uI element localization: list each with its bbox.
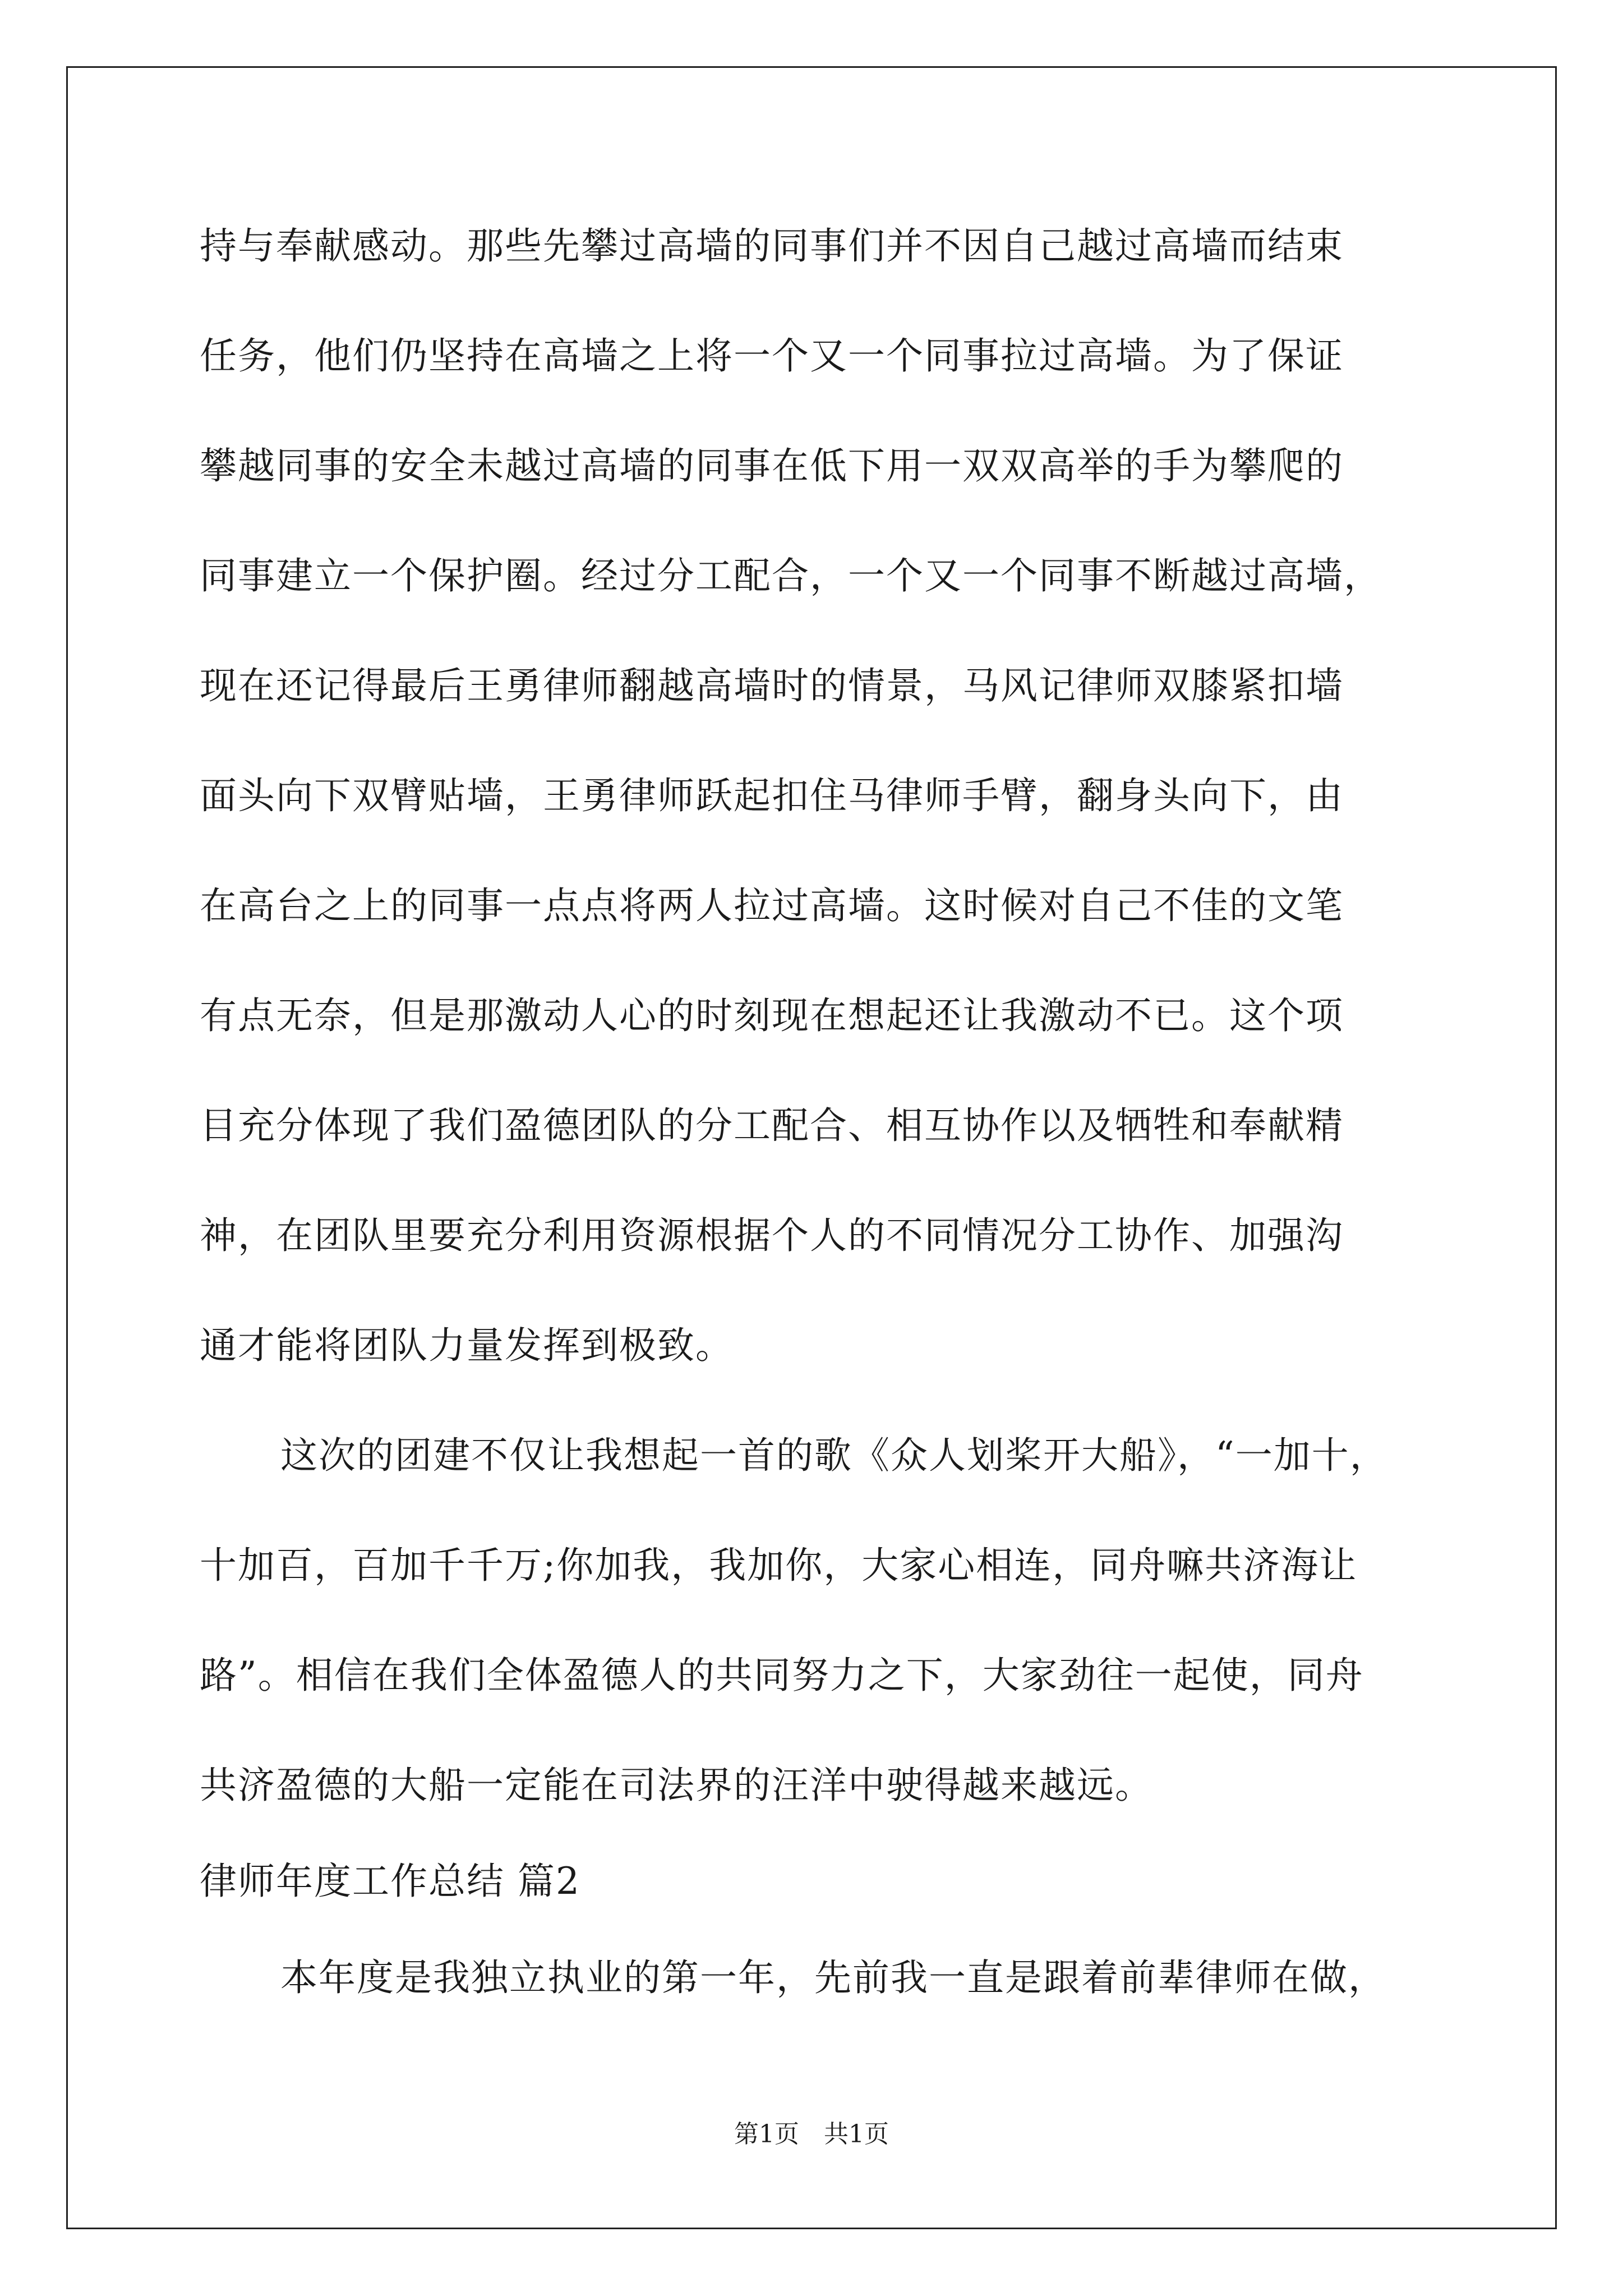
paragraph-line: 本年度是我独立执业的第一年，先前我一直是跟着前辈律师在做， [280,1956,1386,1999]
paragraph-line: 面头向下双臂贴墙，王勇律师跃起扣住马律师手臂，翻身头向下，由 [200,774,1344,817]
paragraph-line: 任务，他们仍坚持在高墙之上将一个又一个同事拉过高墙。为了保证 [200,334,1344,378]
paragraph-line: 现在还记得最后王勇律师翻越高墙时的情景，马风记律师双膝紧扣墙 [200,664,1344,707]
paragraph-line: 通才能将团队力量发挥到极致。 [200,1324,734,1367]
paragraph-line: 持与奉献感动。那些先攀过高墙的同事们并不因自己越过高墙而结束 [200,224,1344,268]
paragraph-line: 十加百，百加千千万;你加我，我加你，大家心相连，同舟嘛共济海让 [200,1544,1358,1587]
paragraph-line: 目充分体现了我们盈德团队的分工配合、相互协作以及牺牲和奉献精 [200,1104,1344,1147]
paragraph-line: 神，在团队里要充分利用资源根据个人的不同情况分工协作、加强沟 [200,1214,1344,1257]
page-footer: 第1页 共1页 [734,2120,889,2148]
section-heading: 律师年度工作总结 篇2 [200,1860,580,1903]
paragraph-line: 同事建立一个保护圈。经过分工配合，一个又一个同事不断越过高墙， [200,554,1382,597]
paragraph-line: 有点无奈，但是那激动人心的时刻现在想起还让我激动不已。这个项 [200,994,1344,1037]
paragraph-line: 在高台之上的同事一点点将两人拉过高墙。这时候对自己不佳的文笔 [200,884,1344,927]
paragraph-line: 攀越同事的安全未越过高墙的同事在低下用一双双高举的手为攀爬的 [200,444,1344,487]
paragraph-line: 这次的团建不仅让我想起一首的歌《众人划桨开大船》，“一加十， [280,1434,1388,1477]
paragraph-line: 路”。相信在我们全体盈德人的共同努力之下，大家劲往一起使，同舟 [200,1654,1364,1697]
paragraph-line: 共济盈德的大船一定能在司法界的汪洋中驶得越来越远。 [200,1764,1153,1807]
